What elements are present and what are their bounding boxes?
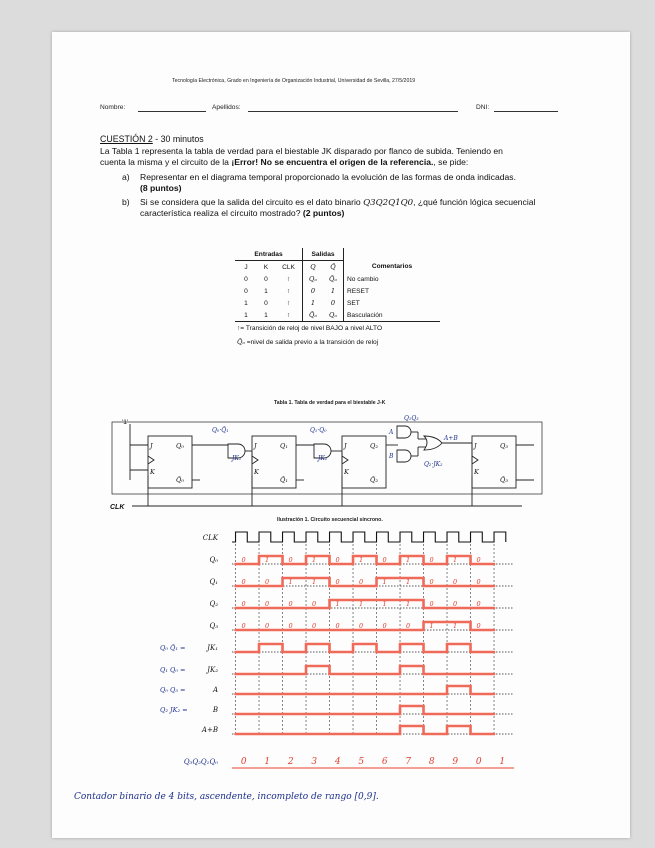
bit-label: 0 [382,556,387,564]
item-a-text: Representar en el diagrama temporal proporcionado la evolución de las formas de onda indicadas. [140,172,516,182]
count-value: 0 [240,757,247,767]
bit-label: 0 [429,600,434,608]
flipflop-0 [148,436,192,488]
ff1-qbar: Q̄₁ [280,476,288,484]
dni-field[interactable] [494,110,558,112]
flipflop-1 [252,436,296,488]
bit-label: 1 [288,578,293,586]
note-a: A [389,429,394,436]
cell: Q̄ₒ [309,311,317,319]
cell: 0 [323,297,344,309]
waveform-derived [236,686,495,694]
bit-label: 1 [406,578,411,586]
question-heading [100,134,204,144]
cell: ↑ [275,273,303,285]
note-q1q0: Q₁·Q₀ [310,427,327,434]
intro-line2 [100,157,625,168]
bit-label: 0 [265,578,270,586]
inputs-group-header: Entradas [235,248,303,261]
cell: 1 [244,299,248,307]
count-value: 3 [311,757,318,767]
ff3-j: J [474,442,477,450]
cell: 1 [244,311,248,319]
note-b: B [389,453,394,460]
waveform-derived [236,706,495,714]
bit-label: 0 [453,578,458,586]
cell: 0 [244,275,248,283]
bit-label: 0 [241,556,246,564]
bit-label: 0 [453,600,458,608]
item-a-points: (8 puntos) [140,183,182,193]
bit-label: 0 [312,622,317,630]
table-row [235,273,440,285]
note-jk1: JK₁ [232,455,242,462]
bit-label: 0 [429,578,434,586]
cell: Q̄ₒ [323,273,344,285]
row-label: A [212,686,218,694]
bit-label: 0 [335,578,340,586]
cell: 0 [310,287,316,295]
count-value: 0 [475,757,482,767]
th-q: Q [310,263,316,271]
flipflop-3 [472,436,516,488]
bit-label: 0 [476,556,481,564]
cell: Qₒ [323,309,344,322]
bit-label: 1 [359,600,364,608]
ff3-qbar: Q̄₃ [500,476,508,484]
intro-line2-post: , se pide: [433,157,469,167]
reference-error: ¡Error! No se encuentra el origen de la referencia. [231,157,434,167]
table-caption: Tabla 1. Tabla de verdad para el biestable J-K [274,400,386,406]
timing-diagram [52,528,630,788]
ff3-q: Q₃ [500,442,508,450]
bit-label: 1 [382,600,387,608]
row-prefix: Q₂ JK₂ = [160,706,188,714]
bit-label: 1 [382,578,387,586]
ff2-j: J [344,442,347,450]
bit-label: 0 [241,600,246,608]
and-gate-a [397,426,411,438]
row-prefix: Q₀ Q₃ = [160,686,186,694]
count-value: 1 [264,757,271,767]
empty-header [344,248,441,261]
dni-label: DNI: [476,104,490,111]
th-comments: Comentarios [371,263,413,271]
intro-line1: La Tabla 1 representa la tabla de verdad para el biestable JK disparado por flanco de subida. Teniendo en [100,146,503,156]
cell: RESET [347,287,369,295]
bit-label: 0 [406,622,411,630]
item-b-label: b) [122,197,130,207]
bit-label: 1 [406,600,411,608]
or-gate [424,436,442,450]
waveform-derived [236,666,495,674]
note-q1q3: Q₁Q₃ [404,415,419,422]
table-row [235,309,440,322]
row-label: JK₂ [207,666,218,674]
bit-label: 0 [476,622,481,630]
handwritten-answer: Contador binario de 4 bits, ascendente, incompleto de rango [0,9]. [74,792,379,802]
intro-line2-pre: cuenta la misma y el circuito de la [100,157,232,167]
note-jk2: JK₂ [318,455,328,462]
th-qbar: Q̄ [323,261,344,274]
note-q2jk2: Q₂·JK₂ [424,461,443,468]
item-b-points: (2 puntos) [302,208,345,218]
item-b-text-post: , ¿qué función lógica secuencial [413,197,536,207]
table-note-1: ↑= Transición de reloj de nivel BAJO a nivel ALTO [235,322,440,336]
bit-label: 1 [265,556,270,564]
ff0-qbar: Q̄₀ [176,476,184,484]
ff0-k: K [150,468,155,476]
bit-label: 0 [335,556,340,564]
ff1-j: J [254,442,257,450]
name-field[interactable] [138,110,206,112]
cell: 1 [264,287,268,295]
table-row [235,285,440,297]
course-header: Tecnología Electrónica, Grado en Ingeniería de Organización Industrial, Universidad de Sevilla, 27/5/2019 [172,78,416,84]
circuit-caption: Ilustración 1. Circuito secuencial síncrono. [277,517,383,523]
note2-text: =nivel de salida previo a la transición de reloj [244,338,379,346]
cell: No cambio [347,275,379,283]
ff0-j: J [150,442,153,450]
cell: ↑ [275,309,303,322]
ff3-k: K [474,468,479,476]
bit-label: 0 [429,556,434,564]
waveform-derived [236,726,495,734]
th-clk: CLK [275,261,303,274]
circuit-diagram [52,412,630,524]
bit-label: 1 [359,556,364,564]
bit-label: 0 [476,600,481,608]
bit-label: 1 [453,622,458,630]
one-label: '1' [122,419,129,426]
count-label: Q₃Q₂Q₁Q₀ [183,758,218,766]
bit-label: 0 [288,622,293,630]
count-value: 5 [358,757,365,767]
bit-label: 0 [241,622,246,630]
row-label: Q₂ [209,600,218,608]
row-label: B [212,706,218,714]
bit-label: 0 [382,622,387,630]
cell: 1 [310,299,316,307]
cell: 0 [264,299,268,307]
item-b-text-pre: Si se considera que la salida del circuito es el dato binario [140,197,364,207]
waveform-derived [236,644,495,652]
flipflop-2 [342,436,386,488]
question-title: CUESTIÓN 2 [100,134,153,144]
bit-label: 0 [312,600,317,608]
cell: 0 [244,287,248,295]
table-note-2 [235,335,440,348]
th-j: J [244,263,248,271]
ff2-q: Q₂ [370,442,378,450]
cell: 1 [264,311,268,319]
note-a-plus-b: A+B [444,435,458,442]
ff1-k: K [254,468,259,476]
surname-field[interactable] [248,110,458,112]
bit-label: 1 [429,622,434,630]
bit-label: 0 [359,622,364,630]
ff0-q: Q₀ [176,442,184,450]
item-b-line2 [140,208,344,219]
cell: SET [347,299,360,307]
ff2-k: K [344,468,349,476]
bit-label: 0 [335,622,340,630]
row-label: Q₀ [209,556,218,564]
bit-label: 0 [476,578,481,586]
bit-label: 0 [288,556,293,564]
item-a-label: a) [122,172,130,182]
count-value: 7 [405,757,412,767]
row-label: Q₁ [209,578,218,586]
row-label: CLK [202,534,218,542]
name-label: Nombre: [100,104,126,111]
bit-label: 0 [265,622,270,630]
count-value: 6 [381,757,388,767]
truth-table-grid [235,248,440,348]
bit-label: 1 [312,556,317,564]
th-k: K [263,263,269,271]
note2-symbol: Q̄ₒ [237,337,245,346]
cell: 0 [264,275,268,283]
cell: 1 [323,285,344,297]
note-q0q1bar: Q₀·Q̄₁ [212,427,229,434]
item-b-var: Q3Q2Q1Q0 [363,198,414,208]
clk-waveform [232,532,506,542]
ff2-qbar: Q̄₂ [370,476,378,484]
row-prefix: Q₀ Q̄₁ = [160,644,186,652]
cell: ↑ [275,297,303,309]
cell: Qₒ [309,275,317,283]
outputs-group-header: Salidas [303,248,344,261]
count-value: 9 [452,757,459,767]
count-value: 2 [287,757,294,767]
bit-label: 0 [288,600,293,608]
cell: ↑ [275,285,303,297]
cell: Basculación [347,311,383,319]
question-duration: - 30 minutos [155,134,204,144]
row-label: JK₁ [207,644,218,652]
and-gate-b [397,450,411,462]
bit-label: 1 [312,578,317,586]
ff1-q: Q₁ [280,442,288,450]
truth-table [235,248,440,348]
bit-label: 1 [406,556,411,564]
bit-label: 1 [453,556,458,564]
bit-label: 0 [241,578,246,586]
exam-sheet [52,32,630,838]
bit-label: 0 [265,600,270,608]
table-row [235,297,440,309]
bit-label: 0 [359,578,364,586]
row-prefix: Q₁ Q₀ = [160,666,186,674]
count-value: 1 [499,757,506,767]
row-label: Q₃ [209,622,218,630]
clk-label: CLK [110,504,125,511]
item-b-text-line2: característica realiza el circuito mostrado? [140,208,301,218]
row-label: A+B [201,726,218,734]
count-value: 4 [334,757,341,767]
count-value: 8 [428,757,435,767]
surname-label: Apellidos: [212,104,241,111]
bit-label: 1 [335,600,340,608]
